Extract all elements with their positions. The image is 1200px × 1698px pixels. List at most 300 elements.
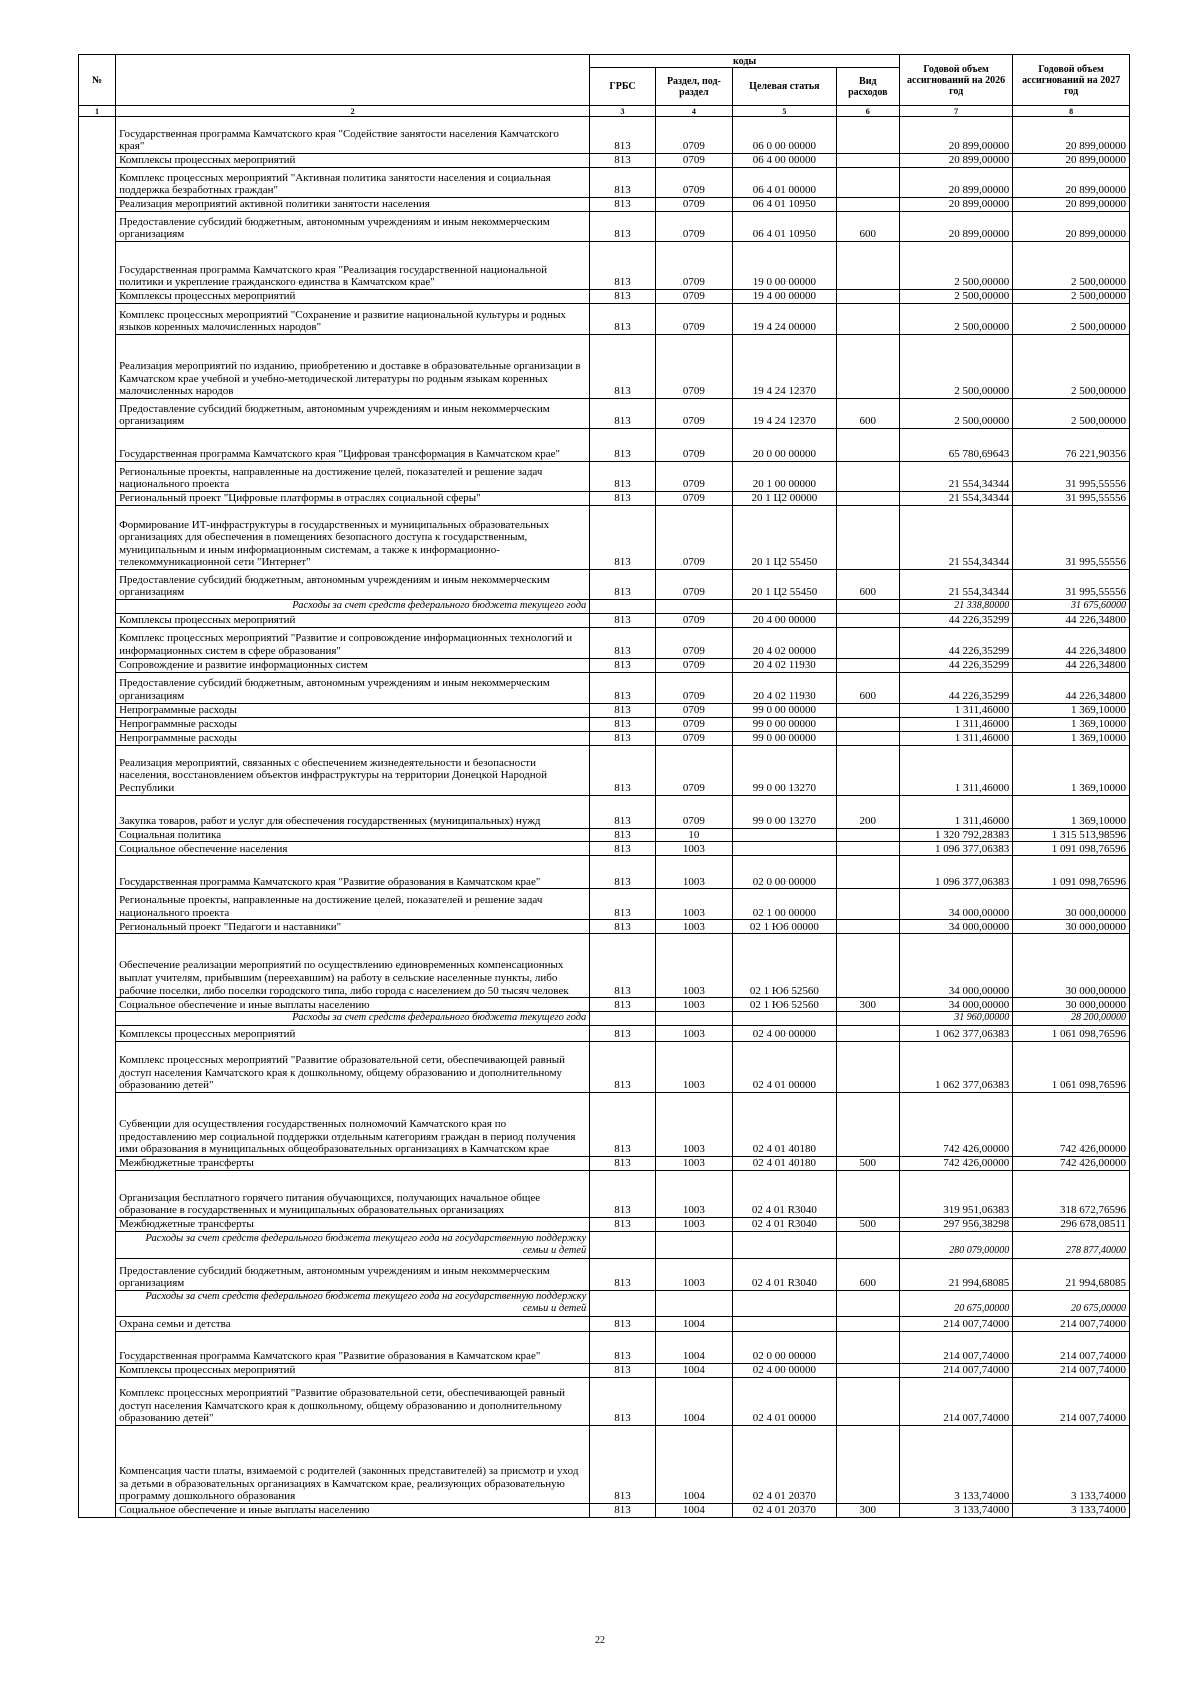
table-row: [79, 731, 1130, 745]
row-target: 20 1 Ц2 55450: [733, 570, 837, 600]
row-value-2027: 3 133,74000: [1013, 1503, 1130, 1517]
row-value-2027: 1 369,10000: [1013, 745, 1130, 795]
row-number-cell: [79, 1217, 116, 1231]
table-row: [79, 1503, 1130, 1517]
col-number: 7: [899, 106, 1012, 117]
row-name: Непрограммные расходы: [116, 731, 590, 745]
row-value-2027: 2 500,00000: [1013, 335, 1130, 399]
row-type: 600: [836, 212, 899, 242]
row-grbs: 813: [590, 1217, 655, 1231]
row-value-2027: 278 877,40000: [1013, 1231, 1130, 1258]
row-number-cell: [79, 335, 116, 399]
row-name: Расходы за счет средств федерального бюджета текущего года: [116, 1012, 590, 1026]
row-value-2026: 742 426,00000: [899, 1092, 1012, 1156]
row-type: [836, 1331, 899, 1363]
table-row: [79, 1363, 1130, 1377]
row-section: 0709: [655, 154, 732, 168]
row-value-2026: 280 079,00000: [899, 1231, 1012, 1258]
table-row: [79, 828, 1130, 842]
row-section: 0709: [655, 335, 732, 399]
row-target: 06 0 00 00000: [733, 117, 837, 154]
row-number-cell: [79, 889, 116, 920]
row-section: 1003: [655, 998, 732, 1012]
row-section: 0709: [655, 290, 732, 304]
row-value-2026: 21 554,34344: [899, 570, 1012, 600]
row-section: 0709: [655, 212, 732, 242]
row-grbs: 813: [590, 1170, 655, 1217]
col-number: 2: [116, 106, 590, 117]
row-target: [733, 1231, 837, 1258]
row-target: 02 1 Ю6 00000: [733, 920, 837, 934]
row-target: 02 4 01 R3040: [733, 1217, 837, 1231]
table-row: [79, 1170, 1130, 1217]
row-section: 1003: [655, 1041, 732, 1092]
column-numbers-row: [79, 106, 1130, 117]
row-value-2027: 44 226,34800: [1013, 672, 1130, 703]
row-type: 300: [836, 1503, 899, 1517]
header-2026: Годовой объем ассигнований на 2026 год: [899, 55, 1012, 106]
row-value-2026: 21 554,34344: [899, 506, 1012, 570]
row-value-2026: 34 000,00000: [899, 998, 1012, 1012]
row-target: 20 4 02 11930: [733, 672, 837, 703]
table-row: [79, 703, 1130, 717]
row-section: 1003: [655, 889, 732, 920]
row-number-cell: [79, 462, 116, 492]
row-number-cell: [79, 1503, 116, 1517]
row-value-2027: 20 899,00000: [1013, 117, 1130, 154]
row-value-2026: 44 226,35299: [899, 613, 1012, 627]
row-type: [836, 290, 899, 304]
row-type: [836, 198, 899, 212]
row-name: Государственная программа Камчатского края "Содействие занятости населения Камчатского края": [116, 117, 590, 154]
row-number-cell: [79, 570, 116, 600]
table-row: [79, 672, 1130, 703]
table-row: [79, 1217, 1130, 1231]
row-grbs: 813: [590, 613, 655, 627]
table-row: [79, 570, 1130, 600]
row-grbs: 813: [590, 198, 655, 212]
header-2027: Годовой объем ассигнований на 2027 год: [1013, 55, 1130, 106]
row-number-cell: [79, 1377, 116, 1425]
row-name: Комплекс процессных мероприятий "Развитие образовательной сети, обеспечивающей равный доступ населения Камчатского края к дошкольному, общему образованию и дополнительному образованию детей": [116, 1377, 590, 1425]
row-number-cell: [79, 828, 116, 842]
row-number-cell: [79, 1425, 116, 1503]
row-name: Социальное обеспечение и иные выплаты населению: [116, 1503, 590, 1517]
row-target: 02 0 00 00000: [733, 856, 837, 889]
table-row: [79, 462, 1130, 492]
row-target: 02 4 01 00000: [733, 1377, 837, 1425]
row-value-2026: 20 899,00000: [899, 212, 1012, 242]
row-number-cell: [79, 117, 116, 154]
row-type: [836, 304, 899, 335]
row-value-2026: 34 000,00000: [899, 889, 1012, 920]
row-grbs: 813: [590, 242, 655, 290]
row-value-2026: 1 311,46000: [899, 795, 1012, 828]
row-section: 1003: [655, 1092, 732, 1156]
row-number-cell: [79, 745, 116, 795]
row-name: Организация бесплатного горячего питания обучающихся, получающих начальное общее образование в государственных и муниципальных образовательных организациях: [116, 1170, 590, 1217]
row-name: Предоставление субсидий бюджетным, автономным учреждениям и иным некоммерческим организациям: [116, 399, 590, 429]
row-type: [836, 1363, 899, 1377]
row-grbs: 813: [590, 842, 655, 856]
row-target: 02 1 Ю6 52560: [733, 934, 837, 998]
row-name: Межбюджетные трансферты: [116, 1217, 590, 1231]
row-name: Предоставление субсидий бюджетным, автономным учреждениям и иным некоммерческим организациям: [116, 1258, 590, 1290]
row-type: 600: [836, 1258, 899, 1290]
row-number-cell: [79, 242, 116, 290]
row-grbs: 813: [590, 492, 655, 506]
row-type: [836, 117, 899, 154]
row-grbs: 813: [590, 1363, 655, 1377]
row-value-2027: 31 995,55556: [1013, 462, 1130, 492]
row-value-2026: 34 000,00000: [899, 920, 1012, 934]
table-row: [79, 506, 1130, 570]
table-row: [79, 627, 1130, 658]
row-value-2026: 20 899,00000: [899, 117, 1012, 154]
row-number-cell: [79, 1041, 116, 1092]
row-type: [836, 745, 899, 795]
table-row: [79, 1331, 1130, 1363]
row-section: 1004: [655, 1503, 732, 1517]
row-type: [836, 731, 899, 745]
row-grbs: 813: [590, 304, 655, 335]
row-value-2026: 742 426,00000: [899, 1156, 1012, 1170]
row-type: [836, 429, 899, 462]
table-row: [79, 745, 1130, 795]
row-grbs: 813: [590, 1503, 655, 1517]
table-row: [79, 889, 1130, 920]
row-value-2027: 30 000,00000: [1013, 889, 1130, 920]
row-value-2027: 31 675,60000: [1013, 600, 1130, 614]
row-type: 600: [836, 570, 899, 600]
row-target: 99 0 00 00000: [733, 731, 837, 745]
row-grbs: 813: [590, 1316, 655, 1331]
row-name: Межбюджетные трансферты: [116, 1156, 590, 1170]
row-value-2027: 742 426,00000: [1013, 1092, 1130, 1156]
row-value-2026: 20 675,00000: [899, 1290, 1012, 1316]
row-grbs: [590, 1290, 655, 1316]
row-value-2027: 2 500,00000: [1013, 242, 1130, 290]
row-value-2026: 44 226,35299: [899, 658, 1012, 672]
row-target: 02 4 01 00000: [733, 1041, 837, 1092]
row-section: [655, 600, 732, 614]
row-number-cell: [79, 506, 116, 570]
row-section: [655, 1231, 732, 1258]
row-type: 500: [836, 1217, 899, 1231]
row-value-2027: 20 675,00000: [1013, 1290, 1130, 1316]
row-section: 0709: [655, 717, 732, 731]
table-row: [79, 717, 1130, 731]
row-grbs: 813: [590, 335, 655, 399]
row-grbs: 813: [590, 828, 655, 842]
row-value-2026: 2 500,00000: [899, 290, 1012, 304]
row-grbs: 813: [590, 998, 655, 1012]
table-header: [79, 55, 1130, 117]
row-type: [836, 627, 899, 658]
row-number-cell: [79, 198, 116, 212]
row-value-2026: 3 133,74000: [899, 1503, 1012, 1517]
row-value-2027: 20 899,00000: [1013, 198, 1130, 212]
row-section: 0709: [655, 462, 732, 492]
row-value-2026: 2 500,00000: [899, 304, 1012, 335]
row-section: 1003: [655, 856, 732, 889]
row-number-cell: [79, 627, 116, 658]
row-section: 0709: [655, 429, 732, 462]
row-target: [733, 1012, 837, 1026]
row-name: Предоставление субсидий бюджетным, автономным учреждениям и иным некоммерческим организациям: [116, 570, 590, 600]
row-value-2027: 31 995,55556: [1013, 492, 1130, 506]
row-section: [655, 1290, 732, 1316]
row-target: 19 0 00 00000: [733, 242, 837, 290]
row-value-2027: 30 000,00000: [1013, 920, 1130, 934]
row-name: Комплексы процессных мероприятий: [116, 290, 590, 304]
row-value-2026: 2 500,00000: [899, 335, 1012, 399]
row-value-2027: 20 899,00000: [1013, 168, 1130, 198]
row-value-2026: 214 007,74000: [899, 1377, 1012, 1425]
row-value-2026: 319 951,06383: [899, 1170, 1012, 1217]
row-section: 1004: [655, 1377, 732, 1425]
row-target: 06 4 00 00000: [733, 154, 837, 168]
row-type: [836, 1170, 899, 1217]
row-section: 1004: [655, 1363, 732, 1377]
row-value-2027: 214 007,74000: [1013, 1331, 1130, 1363]
row-target: 20 4 02 11930: [733, 658, 837, 672]
row-section: 0709: [655, 242, 732, 290]
row-grbs: 813: [590, 1041, 655, 1092]
row-number-cell: [79, 1290, 116, 1316]
row-grbs: 813: [590, 703, 655, 717]
table-row: [79, 242, 1130, 290]
table-row: [79, 290, 1130, 304]
table-row: [79, 212, 1130, 242]
col-number: 8: [1013, 106, 1130, 117]
col-number: 1: [79, 106, 116, 117]
row-target: 19 4 24 12370: [733, 399, 837, 429]
row-section: 0709: [655, 570, 732, 600]
table-row: [79, 658, 1130, 672]
row-value-2026: 34 000,00000: [899, 934, 1012, 998]
row-target: 02 0 00 00000: [733, 1331, 837, 1363]
row-section: 0709: [655, 745, 732, 795]
header-codes: коды: [590, 55, 900, 68]
row-grbs: 813: [590, 429, 655, 462]
row-value-2026: 3 133,74000: [899, 1425, 1012, 1503]
row-grbs: 813: [590, 731, 655, 745]
row-name: Расходы за счет средств федерального бюджета текущего года на государственную поддержку семьи и детей: [116, 1231, 590, 1258]
row-value-2026: 1 320 792,28383: [899, 828, 1012, 842]
row-target: 99 0 00 00000: [733, 717, 837, 731]
table-row: [79, 795, 1130, 828]
row-type: 600: [836, 672, 899, 703]
row-value-2026: 1 311,46000: [899, 717, 1012, 731]
row-name: Комплекс процессных мероприятий "Активная политика занятости населения и социальная поддержка безработных граждан": [116, 168, 590, 198]
row-grbs: 813: [590, 795, 655, 828]
row-section: 1003: [655, 1217, 732, 1231]
row-value-2026: 2 500,00000: [899, 242, 1012, 290]
row-type: [836, 828, 899, 842]
row-value-2027: 1 091 098,76596: [1013, 856, 1130, 889]
row-number-cell: [79, 672, 116, 703]
row-target: [733, 828, 837, 842]
row-grbs: 813: [590, 1156, 655, 1170]
row-value-2027: 2 500,00000: [1013, 304, 1130, 335]
row-name: Закупка товаров, работ и услуг для обеспечения государственных (муниципальных) нужд: [116, 795, 590, 828]
row-type: [836, 506, 899, 570]
row-section: 1003: [655, 920, 732, 934]
table-row: [79, 934, 1130, 998]
row-target: 20 0 00 00000: [733, 429, 837, 462]
row-value-2027: 296 678,08511: [1013, 1217, 1130, 1231]
row-grbs: 813: [590, 627, 655, 658]
row-target: 19 4 24 12370: [733, 335, 837, 399]
row-name: Комплексы процессных мероприятий: [116, 1025, 590, 1041]
row-target: [733, 1316, 837, 1331]
row-type: [836, 1290, 899, 1316]
row-section: [655, 1012, 732, 1026]
row-target: 06 4 01 10950: [733, 212, 837, 242]
row-target: 20 4 02 00000: [733, 627, 837, 658]
row-value-2027: 44 226,34800: [1013, 627, 1130, 658]
row-grbs: 813: [590, 1025, 655, 1041]
row-name: Комплексы процессных мероприятий: [116, 1363, 590, 1377]
row-target: 99 0 00 00000: [733, 703, 837, 717]
row-grbs: 813: [590, 168, 655, 198]
row-number-cell: [79, 290, 116, 304]
row-value-2026: 1 096 377,06383: [899, 842, 1012, 856]
row-name: Региональный проект "Цифровые платформы в отраслях социальной сферы": [116, 492, 590, 506]
row-number-cell: [79, 920, 116, 934]
row-target: 02 4 01 40180: [733, 1156, 837, 1170]
row-type: [836, 703, 899, 717]
row-value-2027: 742 426,00000: [1013, 1156, 1130, 1170]
row-type: [836, 856, 899, 889]
row-grbs: [590, 600, 655, 614]
row-grbs: 813: [590, 889, 655, 920]
table-row: [79, 492, 1130, 506]
col-number: 6: [836, 106, 899, 117]
row-value-2026: 1 062 377,06383: [899, 1041, 1012, 1092]
row-target: 02 4 00 00000: [733, 1025, 837, 1041]
row-target: 20 1 Ц2 00000: [733, 492, 837, 506]
row-number-cell: [79, 842, 116, 856]
row-section: 0709: [655, 613, 732, 627]
row-value-2027: 20 899,00000: [1013, 212, 1130, 242]
table-row: [79, 168, 1130, 198]
row-number-cell: [79, 1170, 116, 1217]
row-section: 1004: [655, 1331, 732, 1363]
row-grbs: 813: [590, 570, 655, 600]
table-row: [79, 856, 1130, 889]
row-value-2027: 31 995,55556: [1013, 506, 1130, 570]
row-value-2026: 214 007,74000: [899, 1331, 1012, 1363]
row-section: 0709: [655, 658, 732, 672]
row-number-cell: [79, 492, 116, 506]
row-type: [836, 889, 899, 920]
row-type: [836, 1377, 899, 1425]
row-target: 02 4 00 00000: [733, 1363, 837, 1377]
row-number-cell: [79, 429, 116, 462]
row-number-cell: [79, 1012, 116, 1026]
row-value-2026: 20 899,00000: [899, 168, 1012, 198]
table-row: [79, 154, 1130, 168]
row-number-cell: [79, 1316, 116, 1331]
row-name: Реализация мероприятий активной политики занятости населения: [116, 198, 590, 212]
row-section: 0709: [655, 627, 732, 658]
row-name: Формирование ИТ-инфраструктуры в государственных и муниципальных образовательных организациях для обеспечения в помещениях безопасного доступа к государственным, муниципальным и иным информационным системам, а также к информационно-телекоммуникационной сети "Интернет": [116, 506, 590, 570]
row-type: [836, 1425, 899, 1503]
row-value-2027: 1 315 513,98596: [1013, 828, 1130, 842]
row-name: Региональные проекты, направленные на достижение целей, показателей и решение задач национального проекта: [116, 889, 590, 920]
row-number-cell: [79, 613, 116, 627]
row-grbs: [590, 1231, 655, 1258]
row-type: [836, 1012, 899, 1026]
row-name: Компенсация части платы, взимаемой с родителей (законных представителей) за присмотр и уход за детьми в образовательных организациях в Камчатском крае, реализующих образовательную программу дошкольного образования: [116, 1425, 590, 1503]
row-type: [836, 1316, 899, 1331]
row-target: 19 4 00 00000: [733, 290, 837, 304]
header-grbs: ГРБС: [590, 68, 655, 106]
row-section: 1004: [655, 1425, 732, 1503]
row-number-cell: [79, 154, 116, 168]
header-section: Раздел, под-раздел: [655, 68, 732, 106]
row-target: 02 4 01 R3040: [733, 1258, 837, 1290]
row-section: 0709: [655, 399, 732, 429]
row-number-cell: [79, 1231, 116, 1258]
table-row: [79, 1156, 1130, 1170]
row-grbs: 813: [590, 154, 655, 168]
row-value-2026: 21 338,80000: [899, 600, 1012, 614]
row-number-cell: [79, 1156, 116, 1170]
row-name: Социальное обеспечение и иные выплаты населению: [116, 998, 590, 1012]
row-grbs: 813: [590, 856, 655, 889]
row-grbs: 813: [590, 934, 655, 998]
row-section: 0709: [655, 168, 732, 198]
row-value-2027: 2 500,00000: [1013, 290, 1130, 304]
row-name: Социальная политика: [116, 828, 590, 842]
header-target: Целевая статья: [733, 68, 837, 106]
row-value-2027: 3 133,74000: [1013, 1425, 1130, 1503]
row-type: [836, 920, 899, 934]
row-grbs: 813: [590, 745, 655, 795]
row-type: [836, 335, 899, 399]
row-grbs: 813: [590, 1377, 655, 1425]
row-value-2026: 214 007,74000: [899, 1316, 1012, 1331]
row-number-cell: [79, 998, 116, 1012]
budget-table: [78, 54, 1130, 1518]
row-name: Социальное обеспечение населения: [116, 842, 590, 856]
row-grbs: [590, 1012, 655, 1026]
row-name: Обеспечение реализации мероприятий по осуществлению единовременных компенсационных выплат учителям, прибывшим (переехавшим) на работу в сельские населенные пункты, либо рабочие поселки, либо поселки городского типа, либо города с населением до 50 тысяч человек: [116, 934, 590, 998]
row-grbs: 813: [590, 1331, 655, 1363]
row-name: Государственная программа Камчатского края "Реализация государственной национальной политики и укрепление гражданского единства в Камчатском крае": [116, 242, 590, 290]
row-type: [836, 242, 899, 290]
table-row: [79, 1258, 1130, 1290]
table-body: [79, 117, 1130, 1518]
table-row: [79, 198, 1130, 212]
row-number-cell: [79, 795, 116, 828]
row-number-cell: [79, 856, 116, 889]
row-number-cell: [79, 934, 116, 998]
row-type: [836, 154, 899, 168]
table-row: [79, 1025, 1130, 1041]
row-number-cell: [79, 1331, 116, 1363]
row-number-cell: [79, 304, 116, 335]
budget-table-sheet: [78, 54, 1130, 1518]
row-value-2027: 1 061 098,76596: [1013, 1041, 1130, 1092]
table-row: [79, 1425, 1130, 1503]
row-number-cell: [79, 600, 116, 614]
row-value-2026: 44 226,35299: [899, 627, 1012, 658]
row-type: [836, 168, 899, 198]
